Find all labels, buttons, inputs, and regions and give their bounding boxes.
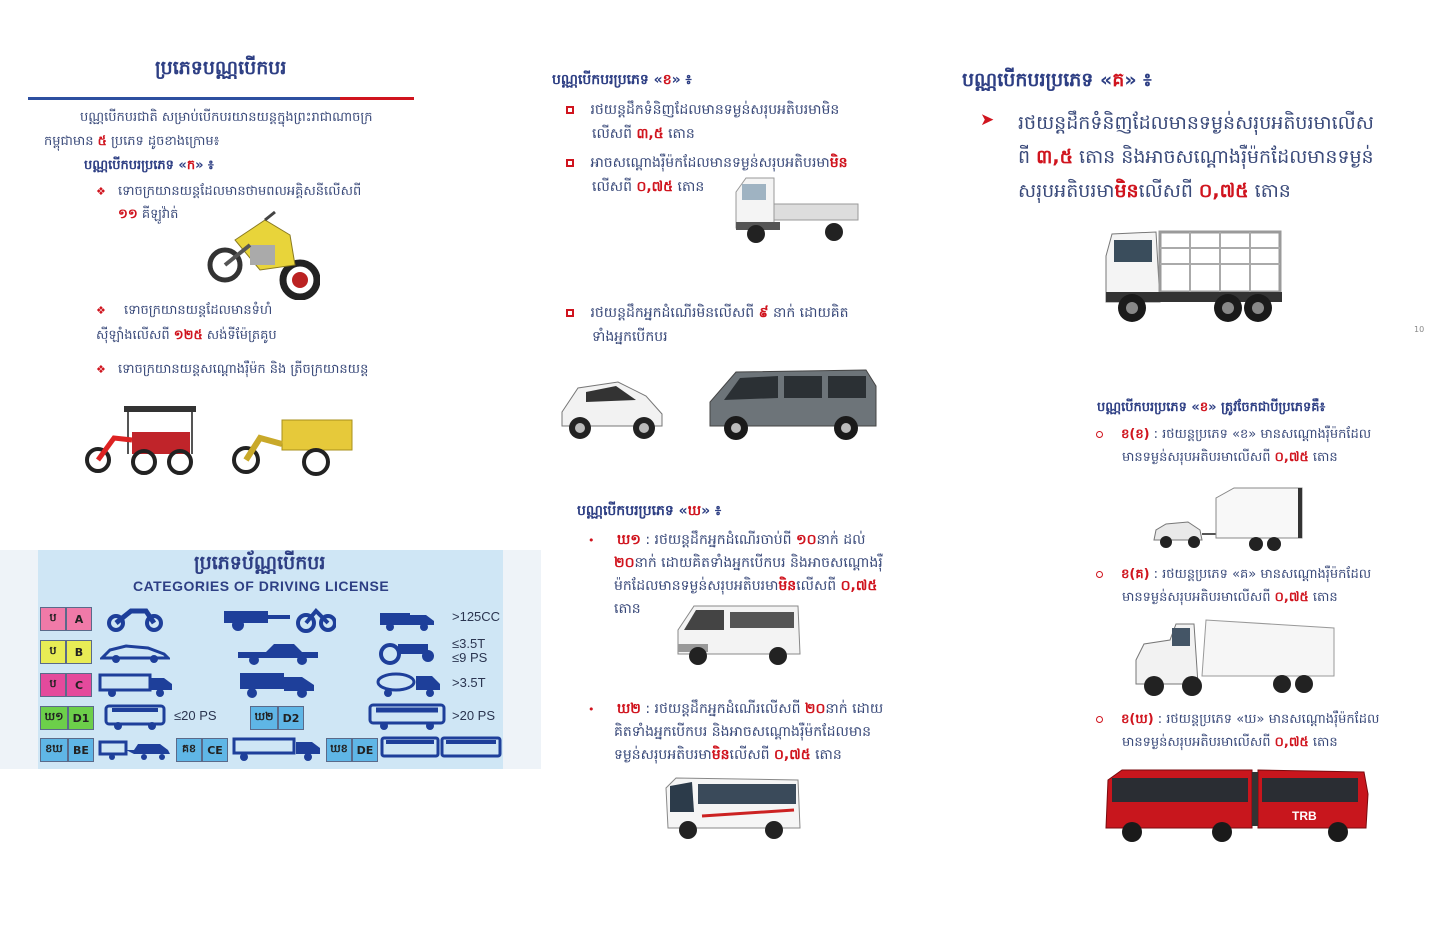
intro-text <box>80 106 420 129</box>
chip-ce-kh: គខ <box>176 738 202 762</box>
bus-icon <box>368 703 446 731</box>
car-icon <box>100 642 170 664</box>
small-truck-icon <box>378 607 438 631</box>
chip-d2-kh: ឃ២ <box>250 706 278 730</box>
coach-bus-image <box>662 772 804 842</box>
diamond-bullet-icon: ❖ <box>96 185 106 198</box>
page-number: 10 <box>1414 325 1425 334</box>
cap-a: >125CC <box>452 609 501 624</box>
dump-truck-icon <box>236 671 318 699</box>
license-card <box>0 550 541 769</box>
sub-heading-a: បណ្ណបើកបរប្រភេទ «ក» ៖ <box>84 158 214 173</box>
bike-trailer-icon <box>220 605 336 633</box>
chip-b-en: B <box>66 640 92 664</box>
col1-item2: ❖ ទោចក្រយានយន្តដែលមានទំហំ <box>96 303 273 318</box>
diamond-bullet-icon: ❖ <box>96 304 106 317</box>
title-underline <box>28 97 340 100</box>
col3-line3: សរុបអតិបរមាមិនលើសពី ០,៧៥ តោន <box>1018 180 1291 202</box>
bus-label: TRB <box>1292 809 1317 823</box>
chip-be-kh: ខឃ <box>40 738 68 762</box>
minibus-icon <box>104 704 166 732</box>
pickup-icon <box>236 640 320 666</box>
car-box-trailer-image <box>1152 484 1306 554</box>
col2-d1: • ឃ១ : រថយន្តដឹកអ្នកដំណើរចាប់ពី ១០នាក់ ដល់ <box>588 532 866 548</box>
col2-d1-line3: ម៉កដែលមានទម្ងន់សរុបអតិបរមាមិនលើសពី ០,៧៥ <box>614 578 878 594</box>
dot-bullet-icon: • <box>588 703 595 716</box>
col1-item1: ❖ ទោចក្រយានយន្តដែលមានថាមពលអគ្គិសនីលើសពី <box>96 184 362 199</box>
col1-title: ប្រភេទបណ្ណបើកបរ <box>155 57 287 79</box>
tricycle-image <box>230 414 354 476</box>
tuktuk-image <box>84 404 200 476</box>
col1-item3: ❖ ទោចក្រយានយន្តសណ្ដោងរ៉ឺម៉ក និង ត្រីចក្រយានយន្ត <box>96 362 369 377</box>
col2-heading: បណ្ណបើកបរប្រភេទ «ខ» ៖ <box>552 72 692 88</box>
card-title-kh: ប្រភេទប័ណ្ណបើកបរ <box>194 552 326 574</box>
col2-b3-line2: ទាំងអ្នកបើកបរ <box>592 329 668 345</box>
cap-d1: ≤20 PS <box>174 708 217 723</box>
chip-a-kh: ប <box>40 607 66 631</box>
small-car-image <box>556 376 668 444</box>
col2-d2-line3: ទម្ងន់សរុបអតិបរមាមិនលើសពី ០,៧៥ តោន <box>614 747 842 763</box>
heavy-truck-image <box>1102 212 1286 326</box>
col3-e3: ខ(ឃ) : រថយន្តប្រភេទ «ឃ» មានសណ្ដោងរ៉ឺម៉កដែល <box>1096 708 1379 731</box>
circle-bullet-icon <box>1096 431 1103 438</box>
col2-d1-line4: តោន <box>614 601 641 617</box>
semi-truck-image <box>1132 614 1338 700</box>
col3-e2-line2: មានទម្ងន់សរុបអតិបរមាលើសពី ០,៧៥ តោន <box>1122 590 1338 605</box>
cap-b1: ≤3.5T <box>452 636 486 651</box>
car-trailer-icon <box>98 738 172 762</box>
col3-e1-line2: មានទម្ងន់សរុបអតិបរមាលើសពី ០,៧៥ តោន <box>1122 450 1338 465</box>
chip-be-en: BE <box>68 738 94 762</box>
arrow-bullet-icon: ➤ <box>980 110 995 130</box>
articulated-bus-icon <box>380 736 502 762</box>
col3-e-heading: បណ្ណបើកបរប្រភេទ «ខ» ត្រូវចែកជាបីប្រភេទគឺ៖ <box>1097 400 1326 415</box>
col2-b1: រថយន្តដឹកទំនិញដែលមានទម្ងន់សរុបអតិបរមាមិន <box>566 99 839 122</box>
truck-icon <box>98 672 174 698</box>
col3-line2: ពី ៣,៥ តោន និងអាចសណ្ដោងរ៉ឺម៉កដែលមានទម្ងន់ <box>1018 146 1374 168</box>
tractor-icon <box>378 638 440 666</box>
col1-item2-line2: ស៊ីឡាំងលើសពី ១២៥ សង់ទីម៉ែត្រគូប <box>96 328 277 343</box>
col3-e1: ខ(ខ) : រថយន្តប្រភេទ «ខ» មានសណ្ដោងរ៉ឺម៉កដែល <box>1096 423 1371 446</box>
minibus-image <box>674 600 804 670</box>
chip-d1-kh: ឃ១ <box>40 706 68 730</box>
chip-ce-en: CE <box>202 738 228 762</box>
dot-bullet-icon: • <box>588 534 595 547</box>
title-underline-red <box>340 97 414 100</box>
col3-heading: បណ្ណបើកបរប្រភេទ «គ» ៖ <box>962 69 1152 91</box>
articulated-bus-image <box>1102 764 1370 848</box>
van-image <box>706 366 880 444</box>
col1-item1-line2: ១១ គីឡូវ៉ាត់ <box>118 207 179 222</box>
cap-b2: ≤9 PS <box>452 650 488 665</box>
circle-bullet-icon <box>1096 571 1103 578</box>
chip-c-kh: ប <box>40 673 66 697</box>
intro-line2: កម្ពុជាមាន ៥ ប្រភេទ ដូចខាងក្រោម៖ <box>44 134 220 149</box>
chip-d1-en: D1 <box>68 706 94 730</box>
col2-b2: អាចសណ្ដោងរ៉ឺម៉កដែលមានទម្ងន់សរុបអតិបរមាមិន <box>566 152 848 175</box>
chip-a-en: A <box>66 607 92 631</box>
cap-c: >3.5T <box>452 675 486 690</box>
col2-d1-line2: ២០នាក់ ដោយគិតទាំងអ្នកបើកបរ និងអាចសណ្ដោងរ៉ឺ <box>614 555 883 571</box>
circle-bullet-icon <box>1096 716 1103 723</box>
chip-de-kh: ឃខ <box>326 738 352 762</box>
col3-e3-line2: មានទម្ងន់សរុបអតិបរមាលើសពី ០,៧៥ តោន <box>1122 735 1338 750</box>
col2-b2-line2: លើសពី ០,៧៥ តោន <box>592 179 705 195</box>
chip-de-en: DE <box>352 738 378 762</box>
chip-d2-en: D2 <box>278 706 304 730</box>
chip-c-en: C <box>66 673 92 697</box>
square-bullet-icon <box>566 106 574 114</box>
col2-b1-line2: លើសពី ៣,៥ តោន <box>592 126 695 142</box>
col2-b3: រថយន្តដឹកអ្នកដំណើរមិនលើសពី ៩ នាក់ ដោយគិត <box>566 302 849 325</box>
motorbike-icon <box>106 606 164 632</box>
cap-d2: >20 PS <box>452 708 496 723</box>
col2-d2-line2: គិតទាំងអ្នកបើកបរ និងអាចសណ្ដោងរ៉ឺម៉កដែលមាន <box>614 724 872 740</box>
diamond-bullet-icon: ❖ <box>96 363 106 376</box>
intro-line1: បណ្ណបើកបរជាតិ សម្រាប់បើកបរយានយន្តក្នុងព្រះរាជាណាចក្រ <box>80 110 373 125</box>
truck-trailer-icon <box>232 736 324 762</box>
col2-d-heading: បណ្ណបើកបរប្រភេទ «ឃ» ៖ <box>577 503 722 519</box>
col3-line1: រថយន្តដឹកទំនិញដែលមានទម្ងន់សរុបអតិបរមាលើស <box>1018 112 1374 134</box>
col3-e2: ខ(គ) : រថយន្តប្រភេទ «គ» មានសណ្ដោងរ៉ឺម៉កដែល <box>1096 563 1371 586</box>
light-truck-image <box>734 172 860 250</box>
square-bullet-icon <box>566 309 574 317</box>
card-title-en: CATEGORIES OF DRIVING LICENSE <box>133 578 390 594</box>
col2-d2: • ឃ២ : រថយន្តដឹកអ្នកដំណើរលើសពី ២០នាក់ ដោយ <box>588 701 884 717</box>
motorcycle-image <box>205 210 320 300</box>
square-bullet-icon <box>566 159 574 167</box>
chip-b-kh: ប <box>40 640 66 664</box>
mixer-truck-icon <box>374 670 442 698</box>
